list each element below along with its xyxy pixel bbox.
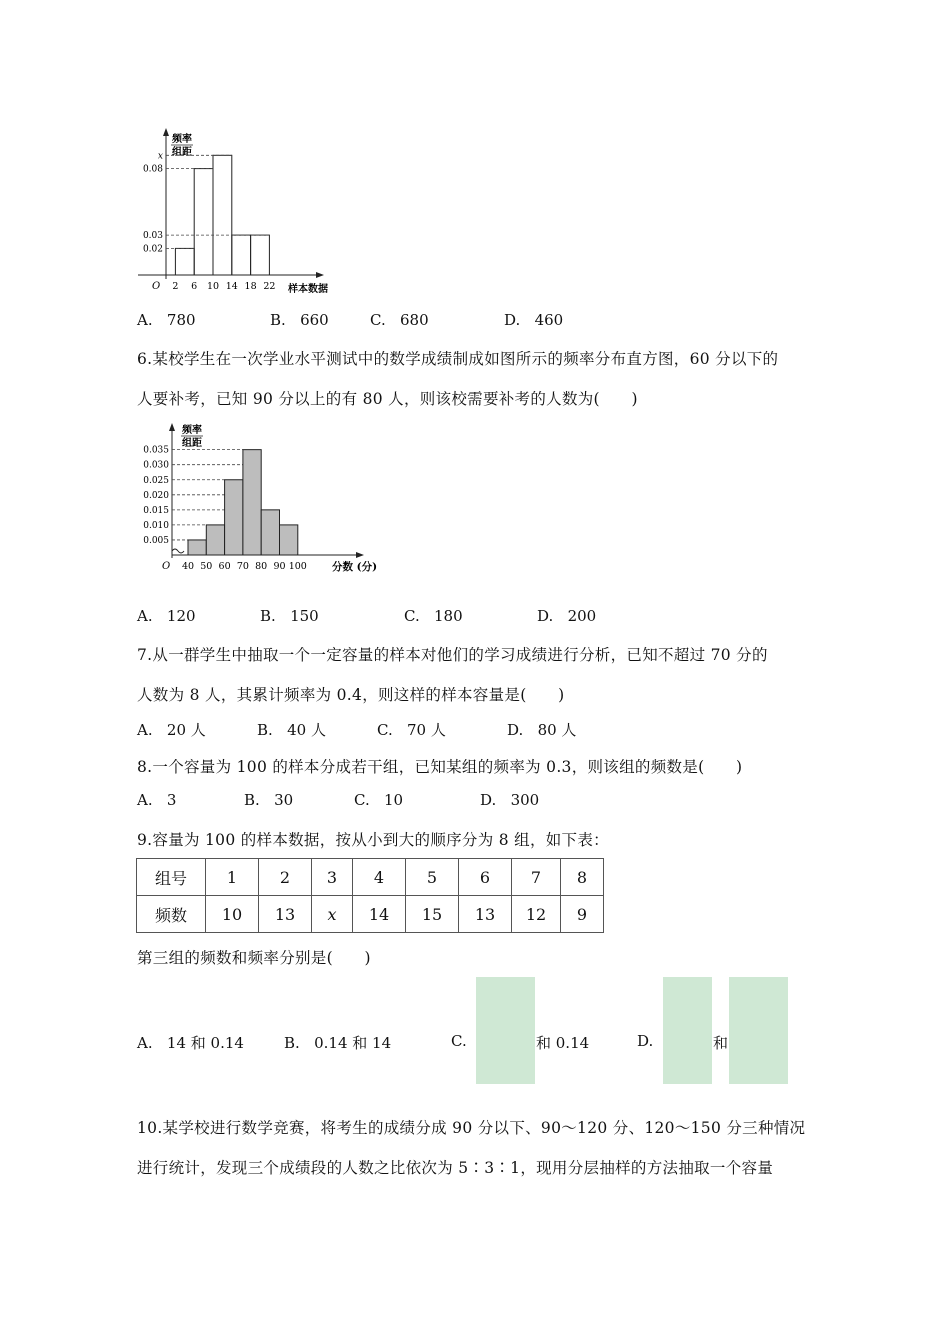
table-cell: 7 xyxy=(512,859,561,896)
y-tick-label: 0.08 xyxy=(142,164,163,175)
histogram-bar xyxy=(188,540,206,555)
x-tick-label: 90 xyxy=(273,561,286,572)
q5-option-a[interactable]: A. 780 xyxy=(137,311,196,329)
axis-break-mark xyxy=(172,549,184,553)
q8-option-b[interactable]: B. 30 xyxy=(244,791,294,809)
q8-option-a[interactable]: A. 3 xyxy=(137,791,177,809)
x-tick-label: 2 xyxy=(172,281,179,292)
q9-frequency-table xyxy=(136,858,604,933)
q7-text-line2: 人数为 8 人，其累计频率为 0.4，则这样的样本容量是( ) xyxy=(137,686,565,704)
table-cell: 6 xyxy=(459,859,512,896)
q9-text: 9.容量为 100 的样本数据，按从小到大的顺序分为 8 组，如下表： xyxy=(137,831,609,849)
y-tick-label: x xyxy=(157,151,163,162)
q8-option-d[interactable]: D. 300 xyxy=(480,791,540,809)
y-tick-label: 0.025 xyxy=(143,475,169,486)
histogram-bar xyxy=(261,510,279,555)
q7-option-a[interactable]: A. 20 人 xyxy=(137,721,206,739)
x-tick-label: 40 xyxy=(181,561,195,572)
x-tick-label: 70 xyxy=(236,561,249,572)
q6-option-c[interactable]: C. 180 xyxy=(404,607,463,625)
x-tick-label: 50 xyxy=(200,561,213,572)
origin-label: O xyxy=(162,561,171,572)
q7-option-b[interactable]: B. 40 人 xyxy=(257,721,326,739)
table-cell: 9 xyxy=(561,896,604,933)
x-tick-label: 14 xyxy=(225,281,238,292)
q9-option-d-mid: 和 xyxy=(713,1034,729,1052)
table-cell: 10 xyxy=(206,896,259,933)
x-tick-label: 22 xyxy=(263,281,276,292)
histogram-bar xyxy=(280,525,298,555)
histogram-bar xyxy=(175,248,194,275)
q5-histogram xyxy=(130,120,350,300)
y-axis-label-denominator: 组距 xyxy=(172,147,192,158)
y-axis-arrow xyxy=(169,423,175,431)
x-axis-label: 样本数据 xyxy=(288,284,328,295)
q10-text-line1: 10.某学校进行数学竞赛，将考生的成绩分成 90 分以下、90～120 分、120～150 分三种情况 xyxy=(137,1119,806,1137)
y-tick-label: 0.030 xyxy=(143,460,169,471)
q8-option-c[interactable]: C. 10 xyxy=(354,791,404,809)
q6-text-line1: 6.某校学生在一次学业水平测试中的数学成绩制成如图所示的频率分布直方图，60 分以下的 xyxy=(137,350,779,368)
histogram-bar xyxy=(232,235,251,275)
table-header-label: 组号 xyxy=(137,859,206,896)
q7-text-line1: 7.从一群学生中抽取一个一定容量的样本对他们的学习成绩进行分析，已知不超过 70 分的 xyxy=(137,646,768,664)
y-axis-label-numerator: 频率 xyxy=(172,134,192,145)
histogram-bar xyxy=(225,480,243,555)
q9-option-d-image-placeholder-2 xyxy=(729,977,788,1084)
y-axis-label-denominator: 组距 xyxy=(182,438,202,449)
table-cell: 12 xyxy=(512,896,561,933)
table-cell: 15 xyxy=(406,896,459,933)
q6-histogram xyxy=(130,415,390,580)
table-row-frequency xyxy=(137,896,604,933)
y-tick-label: 0.02 xyxy=(142,244,163,255)
x-tick-label: 6 xyxy=(191,281,198,292)
table-cell: 14 xyxy=(353,896,406,933)
x-tick-label: 60 xyxy=(218,561,231,572)
q6-option-d[interactable]: D. 200 xyxy=(537,607,597,625)
table-cell: 8 xyxy=(561,859,604,896)
x-axis-label: 分数 (分) xyxy=(332,561,378,573)
y-tick-label: 0.035 xyxy=(143,445,169,456)
histogram-bar xyxy=(213,155,232,275)
table-cell: 4 xyxy=(353,859,406,896)
y-axis-label-numerator: 频率 xyxy=(182,425,202,436)
table-cell: 1 xyxy=(206,859,259,896)
y-tick-label: 0.015 xyxy=(143,505,169,516)
q9-option-d[interactable]: D. xyxy=(637,1032,654,1050)
origin-label: O xyxy=(152,281,161,292)
table-cell: 13 xyxy=(259,896,312,933)
table-row-label: 频数 xyxy=(137,896,206,933)
x-tick-label: 80 xyxy=(255,561,268,572)
histogram-bar xyxy=(251,235,270,275)
x-axis-arrow xyxy=(356,552,364,558)
q6-option-b[interactable]: B. 150 xyxy=(260,607,319,625)
y-tick-label: 0.005 xyxy=(143,535,169,546)
y-axis-arrow xyxy=(163,128,169,136)
y-tick-label: 0.010 xyxy=(143,520,169,531)
table-cell: 2 xyxy=(259,859,312,896)
table-cell: x xyxy=(312,896,353,933)
histogram-bar xyxy=(243,450,261,555)
histogram-bar xyxy=(206,525,224,555)
x-tick-label: 100 xyxy=(288,561,307,572)
q8-text: 8.一个容量为 100 的样本分成若干组，已知某组的频率为 0.3，则该组的频数是( ) xyxy=(137,758,743,776)
q10-text-line2: 进行统计，发现三个成绩段的人数之比依次为 5∶3∶1，现用分层抽样的方法抽取一个容量 xyxy=(137,1159,774,1177)
q7-option-c[interactable]: C. 70 人 xyxy=(377,721,446,739)
q5-option-c[interactable]: C. 680 xyxy=(370,311,429,329)
x-tick-label: 10 xyxy=(206,281,220,292)
q5-option-b[interactable]: B. 660 xyxy=(270,311,329,329)
q9-question: 第三组的频数和频率分别是( ) xyxy=(137,949,371,967)
x-axis-arrow xyxy=(316,272,324,278)
q5-option-d[interactable]: D. 460 xyxy=(504,311,564,329)
histogram-bar xyxy=(194,169,213,275)
x-tick-label: 18 xyxy=(244,281,257,292)
table-cell: 5 xyxy=(406,859,459,896)
q9-option-b[interactable]: B. 0.14 和 14 xyxy=(284,1034,392,1052)
y-tick-label: 0.03 xyxy=(142,231,163,242)
table-cell: 13 xyxy=(459,896,512,933)
q9-option-c[interactable]: C. xyxy=(451,1032,467,1050)
q6-text-line2: 人要补考，已知 90 分以上的有 80 人，则该校需要补考的人数为( ) xyxy=(137,390,638,408)
q9-option-a[interactable]: A. 14 和 0.14 xyxy=(137,1034,244,1052)
table-row-group-number xyxy=(137,859,604,896)
q9-option-c-image-placeholder xyxy=(476,977,535,1084)
q6-option-a[interactable]: A. 120 xyxy=(137,607,196,625)
y-tick-label: 0.020 xyxy=(143,490,169,501)
q9-option-c-suffix: 和 0.14 xyxy=(536,1034,590,1052)
q9-option-d-image-placeholder-1 xyxy=(663,977,712,1084)
q7-option-d[interactable]: D. 80 人 xyxy=(507,721,577,739)
table-cell: 3 xyxy=(312,859,353,896)
